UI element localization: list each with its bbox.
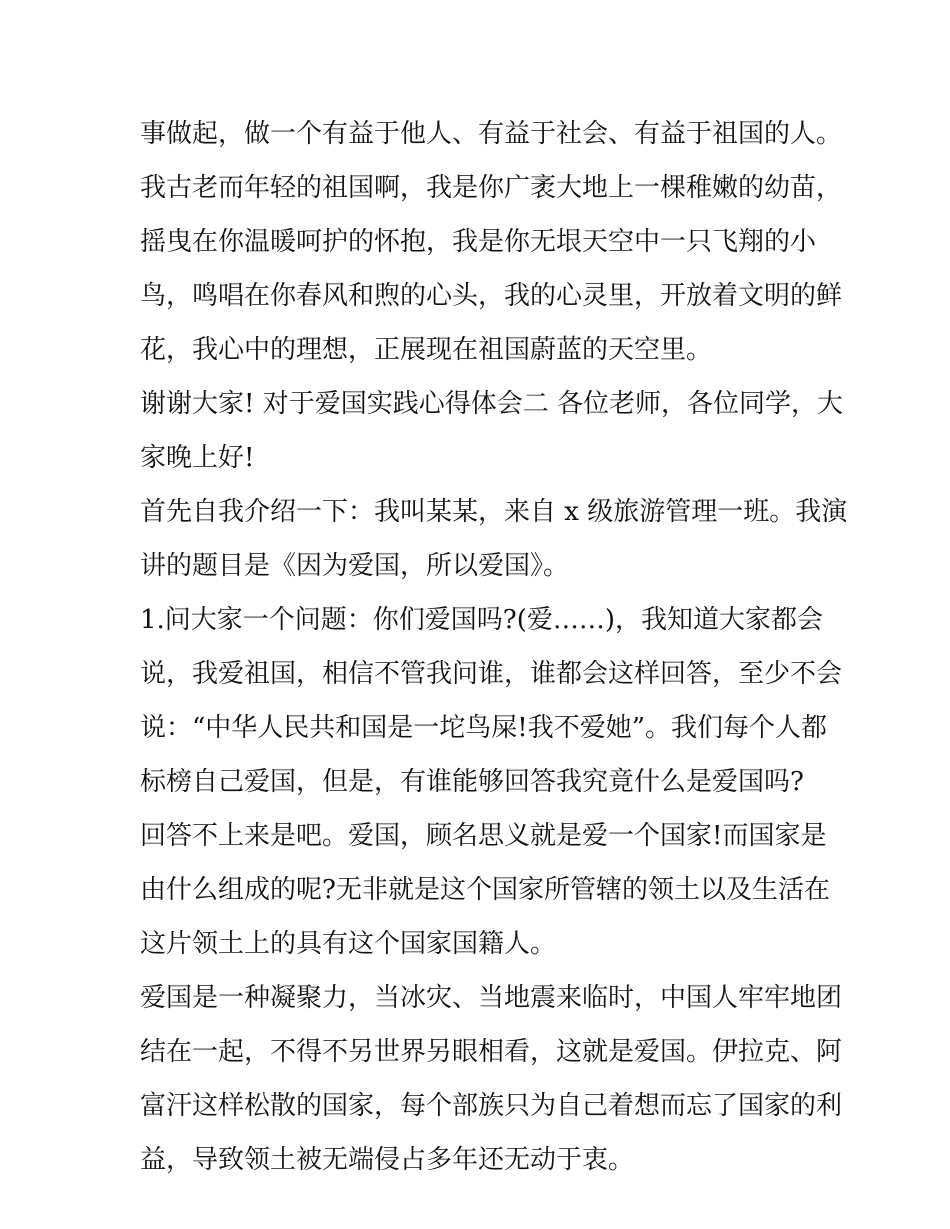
text-line: 结在一起，不得不另世界另眼相看，这就是爱国。伊拉克、阿	[140, 1037, 843, 1067]
text-line: 摇曳在你温暖呵护的怀抱，我是你无垠天空中一只飞翔的小	[140, 227, 817, 257]
text-line: 家晚上好!	[140, 443, 255, 473]
text-line: 富汗这样松散的国家，每个部族只为自己着想而忘了国家的利	[140, 1091, 843, 1121]
text-line: 花，我心中的理想，正展现在祖国蔚蓝的天空里。	[140, 335, 713, 365]
text-line: 爱国是一种凝聚力，当冰灾、当地震来临时，中国人牢牢地团	[140, 983, 843, 1013]
text-line: 我古老而年轻的祖国啊，我是你广袤大地上一棵稚嫩的幼苗，	[140, 173, 843, 203]
text-line: 事做起，做一个有益于他人、有益于社会、有益于祖国的人。	[140, 119, 843, 149]
text-line: 1.问大家一个问题：你们爱国吗?(爱……)，我知道大家都会	[140, 605, 824, 635]
text-line: 这片领土上的具有这个国家国籍人。	[140, 929, 557, 959]
document-body	[140, 107, 848, 1187]
text-line: 谢谢大家! 对于爱国实践心得体会二 各位老师，各位同学，大	[140, 389, 843, 419]
text-line: 益，导致领土被无端侵占多年还无动于衷。	[140, 1145, 635, 1175]
text-line: 由什么组成的呢?无非就是这个国家所管辖的领土以及生活在	[140, 875, 830, 905]
text-line: 说：“中华人民共和国是一坨鸟屎!我不爱她”。我们每个人都	[140, 713, 828, 743]
text-line: 说，我爱祖国，相信不管我问谁，谁都会这样回答，至少不会	[140, 659, 843, 689]
text-line: 讲的题目是《因为爱国，所以爱国》。	[140, 551, 570, 581]
text-line: 回答不上来是吧。爱国，顾名思义就是爱一个国家!而国家是	[140, 821, 827, 851]
text-line: 鸟，鸣唱在你春风和煦的心头，我的心灵里，开放着文明的鲜	[140, 281, 843, 311]
text-line: 首先自我介绍一下：我叫某某，来自 x 级旅游管理一班。我演	[140, 497, 848, 527]
text-line: 标榜自己爱国，但是，有谁能够回答我究竟什么是爱国吗?	[140, 767, 804, 797]
